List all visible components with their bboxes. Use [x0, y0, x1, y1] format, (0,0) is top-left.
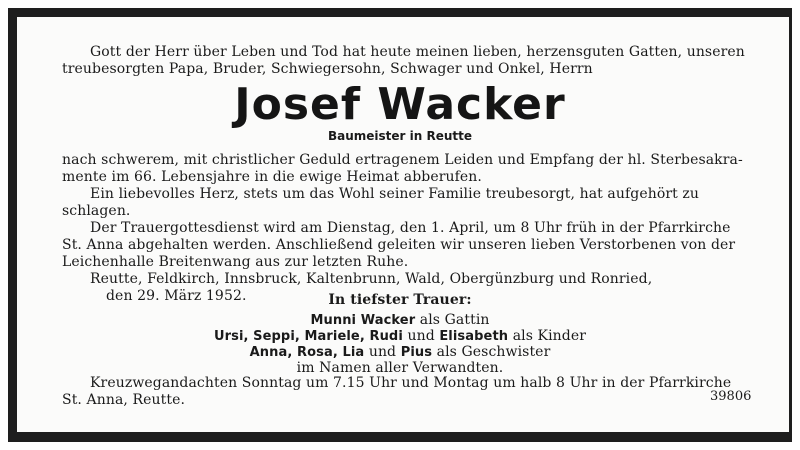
- sibling-name: Pius: [400, 345, 433, 360]
- body-line-4: schlagen.: [62, 203, 131, 219]
- body-line-7: Leichenhalle Breitenwang aus zur letzten Ruhe.: [62, 254, 409, 270]
- body-line-3: Ein liebevolles Herz, stets um das Wohl seiner Familie treubesorgt, hat aufgehört zu: [90, 186, 700, 202]
- reference-number: 39806: [710, 389, 752, 404]
- body-line-6: St. Anna abgehalten werden. Anschließend geleiten wir unseren lieben Verstorbenen von der: [62, 237, 736, 253]
- sibling-name: Rosa: [296, 345, 333, 360]
- child-name: Elisabeth: [439, 329, 509, 344]
- mourner-relatives: im Namen aller Verwandten.: [296, 360, 504, 376]
- mourner-children: Ursi, Seppi, Mariele, Rudi und Elisabeth als Kinder: [213, 328, 587, 344]
- child-name: Ursi: [213, 329, 244, 344]
- and-word: und: [407, 328, 435, 344]
- footer-line-1: Kreuzwegandachten Sonntag um 7.15 Uhr und Montag um halb 8 Uhr in der Pfarrkirche: [90, 375, 732, 391]
- wife-role: als Gattin: [419, 312, 490, 328]
- deceased-title: Baumeister in Reutte: [327, 129, 473, 143]
- mourning-heading: In tiefster Trauer:: [328, 292, 472, 308]
- siblings-role: als Geschwister: [436, 344, 551, 360]
- places-line: Reutte, Feldkirch, Innsbruck, Kaltenbrunn, Wald, Obergünzburg und Ronried,: [90, 271, 653, 287]
- child-name: Seppi: [253, 329, 295, 344]
- deceased-name: Josef Wacker: [234, 79, 566, 130]
- and-word: und: [368, 344, 397, 360]
- child-name: Rudi: [369, 329, 403, 344]
- footer-line-2: St. Anna, Reutte.: [62, 392, 186, 408]
- wife-name: Munni Wacker: [310, 313, 416, 328]
- body-line-5: Der Trauergottesdienst wird am Dienstag, den 1. April, um 8 Uhr früh in der Pfarrkirche: [90, 220, 731, 236]
- sibling-name: Lia: [342, 345, 365, 360]
- sibling-name: Anna: [249, 345, 288, 360]
- mourner-siblings: Anna, Rosa, Lia und Pius als Geschwister: [249, 344, 551, 360]
- intro-line-2: treubesorgten Papa, Bruder, Schwiegersohn, Schwager und Onkel, Herrn: [62, 61, 593, 77]
- mourner-wife: [0, 312, 800, 329]
- intro-line-1: Gott der Herr über Leben und Tod hat heute meinen lieben, herzensguten Gatten, unseren: [90, 44, 745, 60]
- child-name: Mariele: [304, 329, 360, 344]
- body-line-1: nach schwerem, mit christlicher Geduld ertragenem Leiden und Empfang der hl. Sterbesakra-: [62, 152, 743, 168]
- body-line-2: mente im 66. Lebensjahre in die ewige Heimat abberufen.: [62, 169, 482, 185]
- children-role: als Kinder: [512, 328, 587, 344]
- date-line: den 29. März 1952.: [106, 288, 247, 304]
